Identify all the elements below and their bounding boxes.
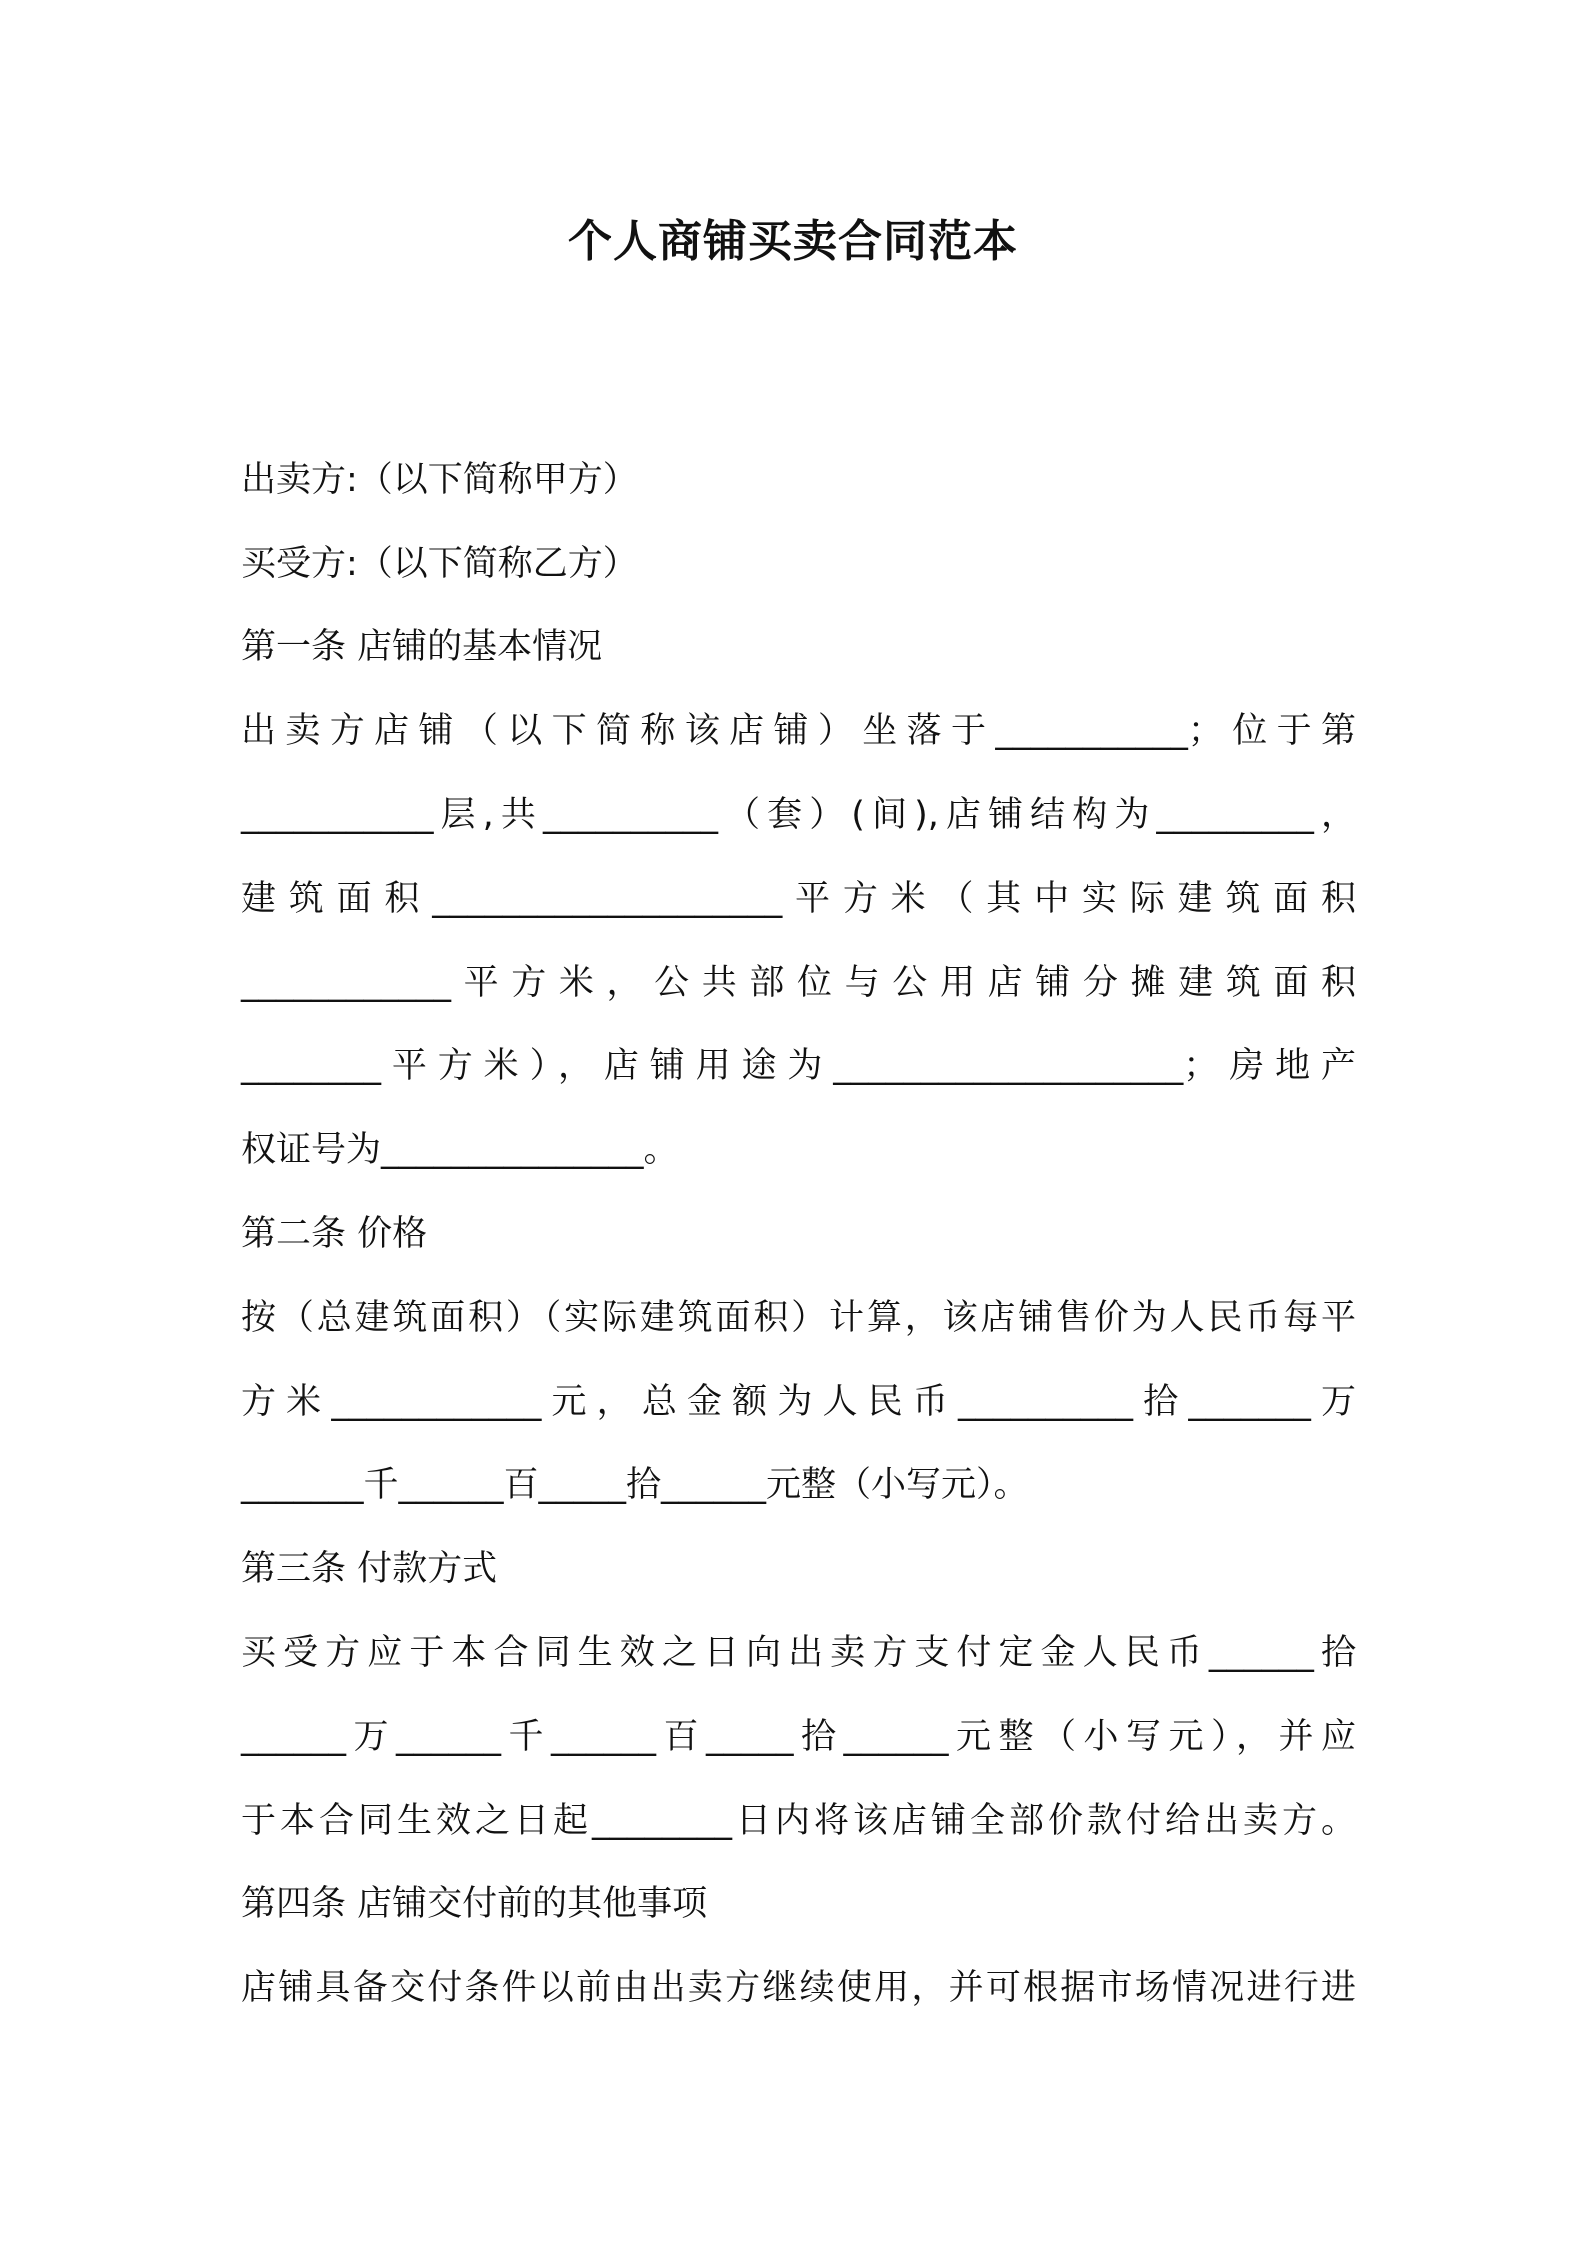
article-1-line-1: 出卖方店铺（以下简称该店铺）坐落于___________；位于第 bbox=[241, 711, 1356, 751]
buyer-line: 买受方:（以下简称乙方） bbox=[241, 544, 638, 584]
article-1-line-2: ___________层,共__________（套）(间),店铺结构为_________， bbox=[241, 795, 1356, 835]
seller-line: 出卖方:（以下简称甲方） bbox=[241, 460, 638, 500]
article-1-line-4: ____________平方米，公共部位与公用店铺分摊建筑面积 bbox=[241, 963, 1356, 1003]
article-1-heading: 第一条 店铺的基本情况 bbox=[241, 627, 603, 667]
article-1-line-6: 权证号为_______________。 bbox=[241, 1130, 679, 1170]
article-3-line-1: 买受方应于本合同生效之日向出卖方支付定金人民币______拾 bbox=[241, 1633, 1356, 1673]
article-4-line-1: 店铺具备交付条件以前由出卖方继续使用，并可根据市场情况进行进 bbox=[241, 1968, 1356, 2008]
article-2-line-2: 方米____________元，总金额为人民币__________拾_______万 bbox=[241, 1382, 1356, 1422]
article-3-line-2: ______万______千______百_____拾______元整（小写元），并应 bbox=[241, 1717, 1356, 1757]
document-title: 个人商铺买卖合同范本 bbox=[568, 216, 1018, 267]
article-1-line-5: ________平方米），店铺用途为____________________；房地产 bbox=[241, 1046, 1356, 1086]
article-1-line-3: 建筑面积____________________平方米（其中实际建筑面积 bbox=[241, 879, 1356, 919]
article-2-line-1: 按（总建筑面积）（实际建筑面积）计算，该店铺售价为人民币每平 bbox=[241, 1298, 1356, 1338]
article-3-heading: 第三条 付款方式 bbox=[241, 1549, 498, 1589]
article-3-line-3: 于本合同生效之日起________日内将该店铺全部价款付给出卖方。 bbox=[241, 1801, 1356, 1841]
article-4-heading: 第四条 店铺交付前的其他事项 bbox=[241, 1884, 708, 1924]
article-2-line-3: _______千______百_____拾______元整（小写元）。 bbox=[241, 1465, 1029, 1505]
article-2-heading: 第二条 价格 bbox=[241, 1214, 428, 1254]
